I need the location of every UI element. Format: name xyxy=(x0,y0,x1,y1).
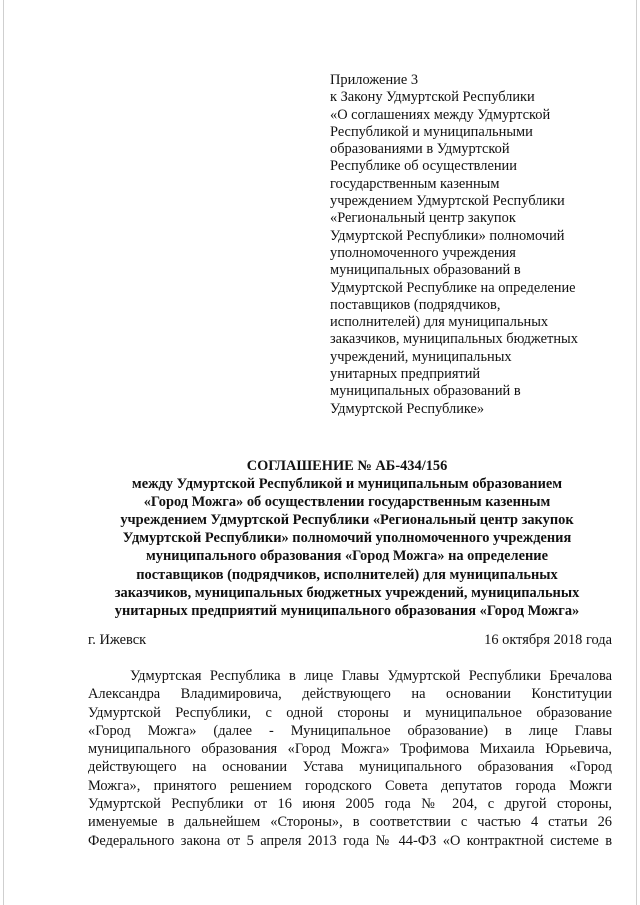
appendix-line: заказчиков, муниципальных бюджетных xyxy=(330,331,578,348)
appendix-note xyxy=(330,72,620,418)
appendix-line: муниципальных образований в xyxy=(330,383,521,400)
appendix-line: Республике об осуществлении xyxy=(330,158,517,175)
appendix-line: «Региональный центр закупок xyxy=(330,210,516,227)
agreement-date: 16 октября 2018 года xyxy=(484,632,612,648)
appendix-line: Приложение 3 xyxy=(330,72,419,88)
title-line: муниципального образования «Город Можга» на определение xyxy=(146,548,548,565)
title-line: заказчиков, муниципальных бюджетных учреждений, муниципальных xyxy=(114,584,580,601)
body-line: Удмуртская Республика в лице Главы Удмуртской Республики Бречалова xyxy=(130,668,612,684)
appendix-line: Удмуртской Республики» полномочий xyxy=(330,227,565,244)
appendix-line: Удмуртской Республике на определение xyxy=(330,279,576,296)
appendix-line: поставщиков (подрядчиков, xyxy=(330,296,501,313)
title-line: между Удмуртской Республикой и муниципальным образованием xyxy=(131,476,563,493)
title-line: «Город Можга» об осуществлении государственным казенным xyxy=(143,494,551,511)
body-line: «Город Можга» (далее - Муниципальное образование) в лице Главы xyxy=(88,722,612,739)
appendix-line: образованиями в Удмуртской xyxy=(330,141,510,158)
scan-edge-left xyxy=(3,0,4,905)
body-line: муниципального образования «Город Можга» Трофимова Михаила Юрьевича, xyxy=(88,741,612,758)
appendix-line: к Закону Удмуртской Республики xyxy=(330,89,535,106)
body-line: Можга», принятого решением городского Совета депутатов города Можги xyxy=(88,777,612,794)
title-line: поставщиков (подрядчиков, исполнителей) для муниципальных xyxy=(136,566,558,583)
appendix-line: государственным казенным xyxy=(330,175,500,192)
appendix-line: унитарных предприятий xyxy=(330,366,481,383)
agreement-title xyxy=(82,457,612,620)
body-line: Александра Владимировича, действующего на основании Конституции xyxy=(88,686,612,703)
body-line: действующего на основании Устава муниципального образования «Город xyxy=(88,759,612,776)
appendix-line: уполномоченного учреждения xyxy=(330,244,516,261)
body-line: Удмуртской Республики от 16 июня 2005 года № 204, с другой стороны, xyxy=(88,796,612,813)
scan-edge-right xyxy=(636,0,637,905)
title-line: унитарных предприятий муниципального образования «Город Можга» xyxy=(114,602,580,619)
appendix-line: учреждений, муниципальных xyxy=(330,348,512,365)
appendix-line: Удмуртской Республике» xyxy=(330,400,485,417)
appendix-line: учреждением Удмуртской Республики xyxy=(330,193,565,210)
body-line: Удмуртской Республики, с одной стороны и муниципальное образование xyxy=(88,704,612,721)
title-line: Удмуртской Республики» полномочий уполномоченного учреждения xyxy=(122,530,572,547)
body-line: именуемые в дальнейшем «Стороны», в соответствии с частью 4 статьи 26 xyxy=(88,814,612,831)
body-line: Федерального закона от 5 апреля 2013 года № 44-ФЗ «О контрактной системе в xyxy=(88,832,612,849)
appendix-line: «О соглашениях между Удмуртской xyxy=(330,106,551,123)
place-of-signing: г. Ижевск xyxy=(88,632,147,648)
agreement-body xyxy=(88,667,612,850)
appendix-line: муниципальных образований в xyxy=(330,262,521,279)
appendix-line: Республикой и муниципальными xyxy=(330,123,533,140)
title-line: учреждением Удмуртской Республики «Региональный центр закупок xyxy=(120,512,574,529)
title-line: СОГЛАШЕНИЕ № АБ-434/156 xyxy=(246,458,448,474)
appendix-line: исполнителей) для муниципальных xyxy=(330,314,549,331)
